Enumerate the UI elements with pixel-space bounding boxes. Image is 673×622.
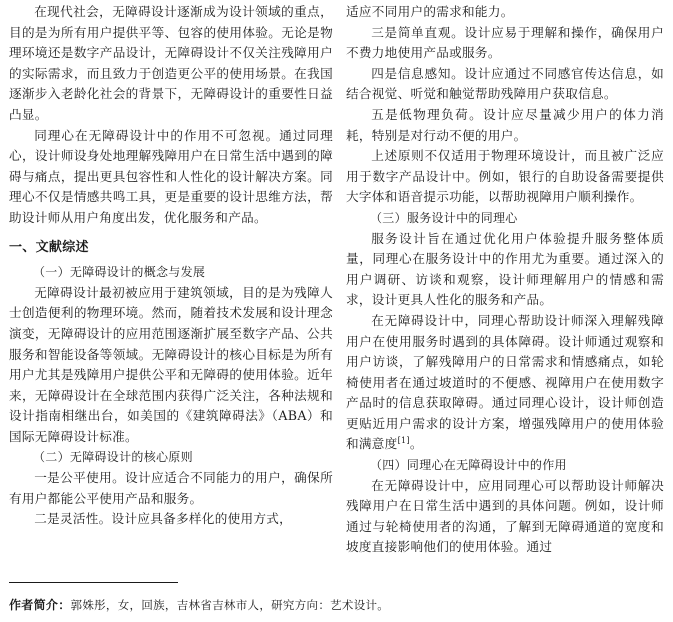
subheading-empathy-role: （四）同理心在无障碍设计中的作用 <box>370 458 567 473</box>
subheading-concept-development: （一）无障碍设计的概念与发展 <box>33 265 206 280</box>
paragraph-empathy-text: 在无障碍设计中，同理心帮助设计师深入理解残障用户在使用服务时遇到的具体障碍。设计师通过观察和用户访谈，了解残障用户的日常需求和情感痛点，如轮椅使用者在通过坡道时的不便感、视障用户在使用数字产品时的信息获取障碍。通过同理心设计，设计师创造更贴近用户需求的设计方案，增强残障用户的使用体验和满意度 <box>346 312 664 452</box>
paragraph-concept: 无障碍设计最初被应用于建筑领域，目的是为残障人士创造便利的物理环境。然而，随着技术发展和设计理念演变，无障碍设计的应用范围逐渐扩展至数字产品、公共服务和智能设备等领域。无障碍设计的核心目标是为所有用户尤其是残障用户提供公平和无障碍的使用体验。近年来，无障碍设计在全球范围内获得广泛关注，各种法规和设计指南相继出台，如美国的《建筑障碍法》（ABA）和国际无障碍设计标准。 <box>9 284 333 444</box>
subheading-service-design-empathy: （三）服务设计中的同理心 <box>370 210 518 225</box>
footnote-divider <box>9 582 178 583</box>
left-column <box>9 2 333 530</box>
paragraph-principles-application: 上述原则不仅适用于物理环境设计，而且被广泛应用于数字产品设计中。例如，银行的自助设备需要提供大字体和语音提示功能，以帮助视障用户顺利操作。 <box>346 148 664 205</box>
paragraph-principle-1: 一是公平使用。设计应适合不同能力的用户，确保所有用户都能公平使用产品和服务。 <box>9 470 333 506</box>
section-heading-literature-review: 一、文献综述 <box>9 239 89 255</box>
intro-paragraph-2: 同理心在无障碍设计中的作用不可忽视。通过同理心，设计师设身处地理解残障用户在日常生活中遇到的障碍与痛点，提出更具包容性和人性化的设计解决方案。同理心不仅是情感共鸣工具，更是重要的设计思维方法，帮助设计师从用户角度出发，优化服务和产品。 <box>9 127 333 225</box>
paragraph-service-design: 服务设计旨在通过优化用户体验提升服务整体质量，同理心在服务设计中的作用尤为重要。通过深入的用户调研、访谈和观察，设计师理解用户的情感和需求，设计更具人性化的服务和产品。 <box>346 230 664 308</box>
subheading-core-principles: （二）无障碍设计的核心原则 <box>33 450 193 465</box>
paragraph-principle-5: 五是低物理负荷。设计应尽量减少用户的体力消耗，特别是对行动不便的用户。 <box>346 106 664 143</box>
intro-paragraph-1: 在现代社会，无障碍设计逐渐成为设计领域的重点，目的是为所有用户提供平等、包容的使用体验。无论是物理环境还是数字产品设计，无障碍设计不仅关注残障用户的实际需求，而且致力于创造更公平的使用场景。在我国逐渐步入老龄化社会的背景下，无障碍设计的重要性日益凸显。 <box>9 4 333 122</box>
author-label: 作者简介： <box>9 598 71 612</box>
citation-reference: [1] <box>397 436 410 446</box>
paragraph-empathy-role: 在无障碍设计中，应用同理心可以帮助设计师解决残障用户在日常生活中遇到的具体问题。例如，设计师通过与轮椅使用者的沟通，了解到无障碍通道的宽度和坡度直接影响他们的使用体验。通过 <box>346 477 664 555</box>
paragraph-empathy-end: 。 <box>409 436 423 452</box>
paragraph-principle-2-continued: 适应不同用户的需求和能力。 <box>346 4 514 19</box>
author-info: 郭姝彤，女，回族，吉林省吉林市人，研究方向：艺术设计。 <box>70 598 390 612</box>
author-footnote <box>9 597 669 613</box>
right-column <box>346 2 664 558</box>
paragraph-principle-3: 三是简单直观。设计应易于理解和操作，确保用户不费力地使用产品或服务。 <box>346 24 664 61</box>
paragraph-principle-2: 二是灵活性。设计应具备多样化的使用方式， <box>34 511 293 527</box>
paragraph-empathy-barriers <box>346 311 664 455</box>
paragraph-principle-4: 四是信息感知。设计应通过不同感官传达信息，如结合视觉、听觉和触觉帮助残障用户获取信息。 <box>346 65 664 102</box>
